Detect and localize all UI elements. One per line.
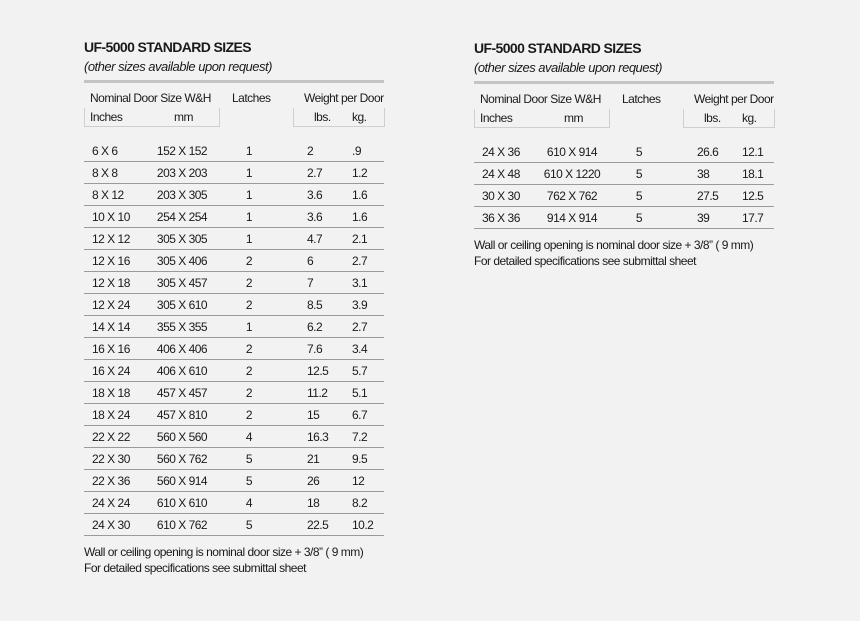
cell-mm: 305 X 406 bbox=[156, 254, 208, 268]
header-lbs: lbs. bbox=[314, 110, 331, 124]
cell-lbs: 4.7 bbox=[307, 232, 323, 246]
table-row bbox=[84, 426, 384, 448]
cell-kg: 5.1 bbox=[352, 386, 368, 400]
cell-kg: 12 bbox=[352, 474, 365, 488]
note-opening: Wall or ceiling opening is nominal door size + 3/8” ( 9 mm) bbox=[474, 238, 754, 252]
cell-lbs: 39 bbox=[697, 211, 710, 225]
cell-lbs: 7.6 bbox=[307, 342, 323, 356]
header-mm: mm bbox=[564, 111, 583, 125]
cell-latches: 1 bbox=[245, 232, 253, 246]
cell-inches: 12 X 18 bbox=[92, 276, 130, 290]
cell-mm: 406 X 610 bbox=[156, 364, 208, 378]
cell-mm: 457 X 457 bbox=[156, 386, 208, 400]
cell-latches: 5 bbox=[635, 145, 643, 159]
cell-mm: 560 X 914 bbox=[156, 474, 208, 488]
table-subheader bbox=[474, 109, 774, 129]
table-row bbox=[84, 492, 384, 514]
cell-mm: 152 X 152 bbox=[156, 144, 208, 158]
table-row bbox=[84, 404, 384, 426]
table-row bbox=[84, 448, 384, 470]
cell-latches: 5 bbox=[635, 189, 643, 203]
table-row bbox=[84, 184, 384, 206]
table-body bbox=[474, 141, 774, 229]
cell-inches: 30 X 30 bbox=[482, 189, 520, 203]
table-row bbox=[84, 360, 384, 382]
table-notes bbox=[474, 237, 774, 269]
cell-kg: 1.6 bbox=[352, 210, 368, 224]
cell-latches: 2 bbox=[245, 364, 253, 378]
cell-kg: 3.1 bbox=[352, 276, 368, 290]
sizes-table-right bbox=[474, 39, 774, 269]
cell-kg: 5.7 bbox=[352, 364, 368, 378]
cell-lbs: 2.7 bbox=[307, 166, 323, 180]
cell-lbs: 3.6 bbox=[307, 188, 323, 202]
table-row bbox=[84, 470, 384, 492]
cell-lbs: 27.5 bbox=[697, 189, 719, 203]
cell-lbs: 6.2 bbox=[307, 320, 323, 334]
cell-kg: 10.2 bbox=[352, 518, 374, 532]
cell-latches: 4 bbox=[245, 496, 253, 510]
sizes-table-left bbox=[84, 38, 384, 576]
cell-latches: 2 bbox=[245, 386, 253, 400]
cell-kg: 18.1 bbox=[742, 167, 764, 181]
header-nominal-size: Nominal Door Size W&H bbox=[480, 92, 601, 106]
table-row bbox=[84, 162, 384, 184]
header-nominal-size: Nominal Door Size W&H bbox=[90, 91, 211, 105]
cell-kg: 1.2 bbox=[352, 166, 368, 180]
cell-latches: 5 bbox=[245, 452, 253, 466]
cell-inches: 24 X 48 bbox=[482, 167, 520, 181]
cell-latches: 2 bbox=[245, 254, 253, 268]
cell-kg: 2.7 bbox=[352, 320, 368, 334]
table-row bbox=[474, 141, 774, 163]
cell-mm: 254 X 254 bbox=[156, 210, 208, 224]
cell-lbs: 18 bbox=[307, 496, 320, 510]
cell-kg: .9 bbox=[352, 144, 362, 158]
cell-kg: 12.1 bbox=[742, 145, 764, 159]
cell-mm: 560 X 762 bbox=[156, 452, 208, 466]
cell-mm: 914 X 914 bbox=[546, 211, 598, 225]
cell-mm: 305 X 305 bbox=[156, 232, 208, 246]
cell-latches: 2 bbox=[245, 342, 253, 356]
cell-mm: 203 X 305 bbox=[156, 188, 208, 202]
table-row bbox=[474, 207, 774, 229]
table-header bbox=[84, 86, 384, 108]
cell-latches: 4 bbox=[245, 430, 253, 444]
cell-latches: 1 bbox=[245, 144, 253, 158]
table-title: UF-5000 STANDARD SIZES bbox=[84, 39, 252, 55]
cell-mm: 610 X 1220 bbox=[543, 167, 601, 181]
table-notes bbox=[84, 544, 384, 576]
cell-mm: 355 X 355 bbox=[156, 320, 208, 334]
cell-inches: 8 X 8 bbox=[92, 166, 118, 180]
cell-inches: 24 X 30 bbox=[92, 518, 130, 532]
note-opening: Wall or ceiling opening is nominal door size + 3/8” ( 9 mm) bbox=[84, 545, 364, 559]
cell-lbs: 6 bbox=[307, 254, 314, 268]
cell-latches: 2 bbox=[245, 276, 253, 290]
cell-kg: 3.4 bbox=[352, 342, 368, 356]
cell-kg: 3.9 bbox=[352, 298, 368, 312]
cell-mm: 610 X 610 bbox=[156, 496, 208, 510]
cell-mm: 305 X 610 bbox=[156, 298, 208, 312]
table-row bbox=[84, 228, 384, 250]
header-mm: mm bbox=[174, 110, 193, 124]
cell-latches: 1 bbox=[245, 210, 253, 224]
cell-latches: 1 bbox=[245, 188, 253, 202]
table-body bbox=[84, 140, 384, 536]
cell-kg: 9.5 bbox=[352, 452, 368, 466]
header-weight: Weight per Door bbox=[304, 91, 384, 105]
cell-lbs: 3.6 bbox=[307, 210, 323, 224]
header-lbs: lbs. bbox=[704, 111, 721, 125]
cell-latches: 2 bbox=[245, 408, 253, 422]
header-kg: kg. bbox=[742, 111, 757, 125]
cell-inches: 24 X 24 bbox=[92, 496, 130, 510]
cell-lbs: 2 bbox=[307, 144, 314, 158]
table-subtitle: (other sizes available upon request) bbox=[474, 59, 774, 84]
table-row bbox=[84, 514, 384, 536]
cell-lbs: 7 bbox=[307, 276, 314, 290]
weight-units-box bbox=[293, 108, 385, 127]
cell-inches: 14 X 14 bbox=[92, 320, 130, 334]
table-subheader bbox=[84, 108, 384, 128]
table-subtitle: (other sizes available upon request) bbox=[84, 58, 384, 83]
cell-mm: 610 X 914 bbox=[546, 145, 598, 159]
cell-latches: 5 bbox=[635, 167, 643, 181]
table-row bbox=[84, 316, 384, 338]
cell-latches: 1 bbox=[245, 320, 253, 334]
table-row bbox=[84, 250, 384, 272]
header-inches: Inches bbox=[90, 110, 123, 124]
cell-mm: 406 X 406 bbox=[156, 342, 208, 356]
table-row bbox=[474, 185, 774, 207]
cell-inches: 16 X 24 bbox=[92, 364, 130, 378]
cell-lbs: 8.5 bbox=[307, 298, 323, 312]
cell-lbs: 26.6 bbox=[697, 145, 719, 159]
cell-lbs: 21 bbox=[307, 452, 320, 466]
cell-inches: 22 X 30 bbox=[92, 452, 130, 466]
cell-lbs: 12.5 bbox=[307, 364, 329, 378]
cell-inches: 22 X 36 bbox=[92, 474, 130, 488]
cell-lbs: 11.2 bbox=[307, 386, 328, 400]
cell-lbs: 15 bbox=[307, 408, 320, 422]
cell-inches: 16 X 16 bbox=[92, 342, 130, 356]
cell-latches: 5 bbox=[245, 474, 253, 488]
cell-kg: 1.6 bbox=[352, 188, 368, 202]
cell-lbs: 16.3 bbox=[307, 430, 329, 444]
table-row bbox=[84, 140, 384, 162]
header-kg: kg. bbox=[352, 110, 367, 124]
cell-latches: 5 bbox=[635, 211, 643, 225]
cell-latches: 1 bbox=[245, 166, 253, 180]
note-specifications: For detailed specifications see submittal sheet bbox=[84, 561, 306, 575]
cell-kg: 17.7 bbox=[742, 211, 764, 225]
header-latches: Latches bbox=[232, 91, 271, 105]
cell-inches: 12 X 16 bbox=[92, 254, 130, 268]
table-row bbox=[84, 338, 384, 360]
cell-latches: 5 bbox=[245, 518, 253, 532]
cell-kg: 6.7 bbox=[352, 408, 368, 422]
cell-inches: 18 X 18 bbox=[92, 386, 130, 400]
table-row bbox=[84, 294, 384, 316]
cell-inches: 8 X 12 bbox=[92, 188, 124, 202]
cell-inches: 24 X 36 bbox=[482, 145, 520, 159]
cell-mm: 457 X 810 bbox=[156, 408, 208, 422]
table-row bbox=[84, 206, 384, 228]
header-inches: Inches bbox=[480, 111, 513, 125]
cell-mm: 203 X 203 bbox=[156, 166, 208, 180]
cell-kg: 7.2 bbox=[352, 430, 368, 444]
note-specifications: For detailed specifications see submittal sheet bbox=[474, 254, 696, 268]
table-row bbox=[84, 382, 384, 404]
table-title: UF-5000 STANDARD SIZES bbox=[474, 40, 642, 56]
cell-kg: 12.5 bbox=[742, 189, 764, 203]
cell-mm: 610 X 762 bbox=[156, 518, 208, 532]
cell-lbs: 26 bbox=[307, 474, 320, 488]
cell-inches: 18 X 24 bbox=[92, 408, 130, 422]
cell-inches: 6 X 6 bbox=[92, 144, 118, 158]
cell-kg: 2.7 bbox=[352, 254, 368, 268]
cell-mm: 305 X 457 bbox=[156, 276, 208, 290]
cell-inches: 12 X 12 bbox=[92, 232, 130, 246]
table-row bbox=[474, 163, 774, 185]
cell-inches: 36 X 36 bbox=[482, 211, 520, 225]
header-weight: Weight per Door bbox=[694, 92, 774, 106]
cell-mm: 560 X 560 bbox=[156, 430, 208, 444]
table-header bbox=[474, 87, 774, 109]
cell-inches: 10 X 10 bbox=[92, 210, 130, 224]
cell-inches: 22 X 22 bbox=[92, 430, 130, 444]
cell-lbs: 22.5 bbox=[307, 518, 329, 532]
header-latches: Latches bbox=[622, 92, 661, 106]
cell-kg: 2.1 bbox=[352, 232, 368, 246]
cell-kg: 8.2 bbox=[352, 496, 368, 510]
cell-inches: 12 X 24 bbox=[92, 298, 130, 312]
weight-units-box bbox=[683, 109, 775, 128]
table-row bbox=[84, 272, 384, 294]
cell-latches: 2 bbox=[245, 298, 253, 312]
cell-lbs: 38 bbox=[697, 167, 710, 181]
cell-mm: 762 X 762 bbox=[546, 189, 598, 203]
